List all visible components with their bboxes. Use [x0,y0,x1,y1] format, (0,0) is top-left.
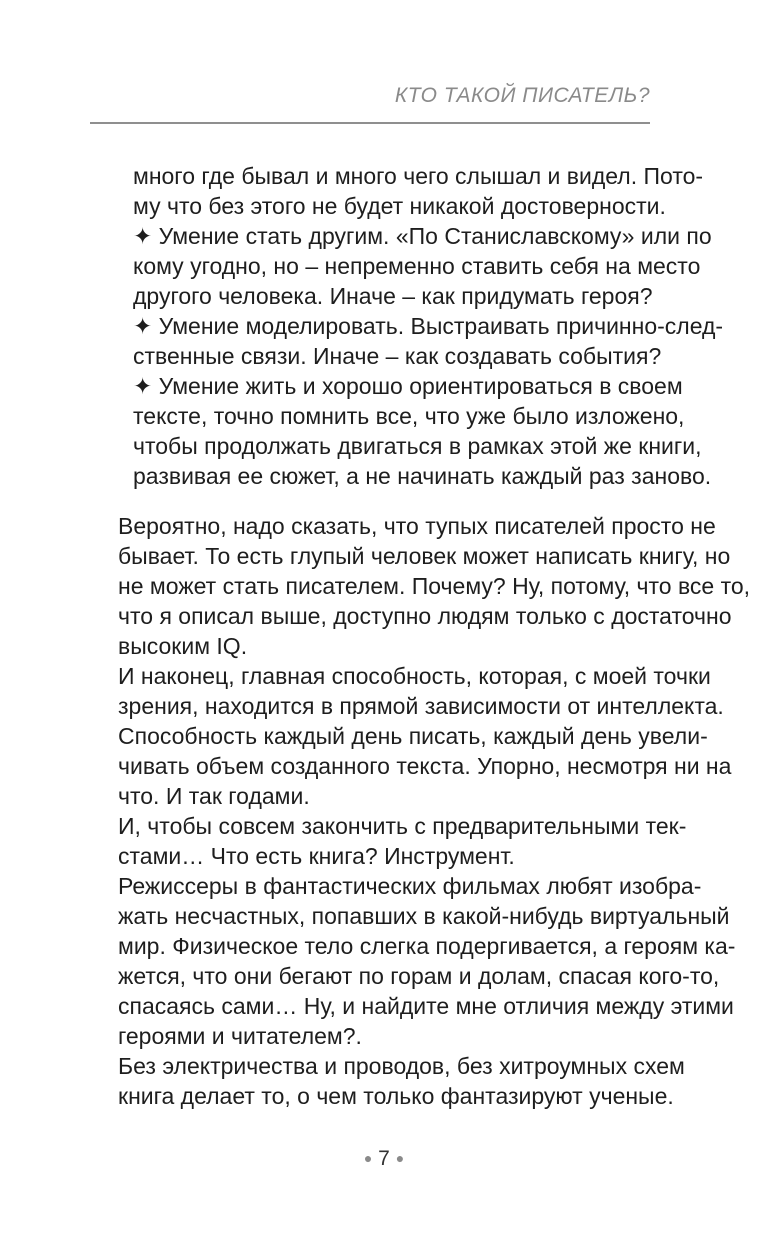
list-line: ✦ Умение стать другим. «По Станиславскому» или по [133,223,712,249]
body-line: И наконец, главная способность, которая, с моей точки [118,663,711,689]
list-line: много где бывал и много чего слышал и видел. Пото- [133,163,704,189]
body-line: стами… Что есть книга? Инструмент. [118,843,515,869]
body-line: мир. Физическое тело слегка подергивается, а героям ка- [118,933,736,959]
body-line: спасаясь сами… Ну, и найдите мне отличия между этими [118,993,734,1019]
list-line: чтобы продолжать двигаться в рамках этой же книги, [133,433,702,459]
list-line: ✦ Умение жить и хорошо ориентироваться в своем [133,373,683,399]
body-line: не может стать писателем. Почему? Ну, потому, что все то, [118,573,751,599]
body-line: героями и читателем?. [118,1023,362,1049]
page-number-value: 7 [378,1147,390,1170]
list-line: ственные связи. Иначе – как создавать события? [133,343,662,369]
body-line: жать несчастных, попавших в какой-нибудь виртуальный [118,903,730,929]
body-line: Вероятно, надо сказать, что тупых писателей просто не [118,513,716,539]
body-line: зрения, находится в прямой зависимости от интеллекта. [118,693,724,719]
body-line: книга делает то, о чем только фантазируют ученые. [118,1083,674,1109]
body-text [118,511,751,1111]
running-title: КТО ТАКОЙ ПИСАТЕЛЬ? [394,84,650,107]
page-number [0,1147,768,1171]
body-line: чивать объем созданного текста. Упорно, несмотря ни на [118,753,732,779]
list-line: развивая ее сюжет, а не начинать каждый раз заново. [133,463,712,489]
list-line: тексте, точно помнить все, что уже было изложено, [133,403,685,429]
bullet-dot-icon: ● [395,1150,405,1166]
body-line: что. И так годами. [118,783,310,809]
bullet-list [118,161,724,491]
list-line: му что без этого не будет никакой достоверности. [133,193,666,219]
body-line: И, чтобы совсем закончить с предварительными тек- [118,813,687,839]
body-line: Способность каждый день писать, каждый день увели- [118,723,708,749]
list-line: ✦ Умение моделировать. Выстраивать причинно-след- [133,313,724,339]
body-line: Без электричества и проводов, без хитроумных схем [118,1053,685,1079]
bullet-dot-icon: ● [363,1150,373,1166]
body-line: Режиссеры в фантастических фильмах любят изобра- [118,873,702,899]
body-line: бывает. То есть глупый человек может написать книгу, но [118,543,731,569]
header-rule [90,122,650,124]
body-line: жется, что они бегают по горам и долам, спасая кого-то, [118,963,720,989]
list-line: кому угодно, но – непременно ставить себя на место [133,253,701,279]
list-line: другого человека. Иначе – как придумать героя? [133,283,653,309]
body-line: высоким IQ. [118,633,248,659]
body-line: что я описал выше, доступно людям только с достаточно [118,603,732,629]
